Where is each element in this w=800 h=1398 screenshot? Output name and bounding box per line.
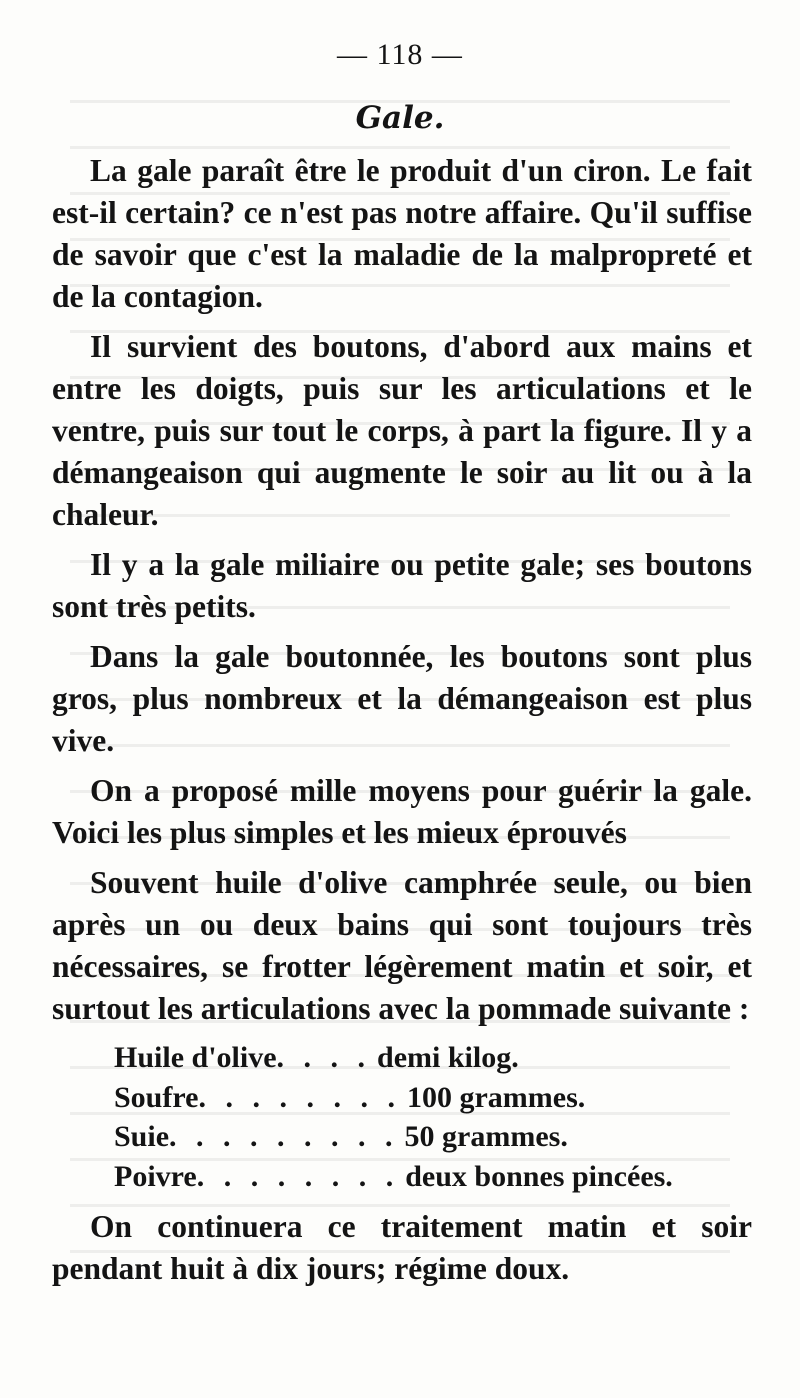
ingredient-quantity: deux bonnes pincées. — [405, 1159, 673, 1193]
recipe-row — [114, 1078, 752, 1118]
ingredient-name: Huile d'olive — [114, 1041, 277, 1074]
paragraph: Dans la gale boutonnée, les boutons sont plus gros, plus nombreux et la démangeaison est plus vive. — [52, 639, 752, 758]
recipe-row — [114, 1117, 752, 1157]
recipe-row — [114, 1038, 752, 1078]
paragraph: Il y a la gale miliaire ou petite gale; ses boutons sont très petits. — [52, 547, 752, 624]
ingredient-name: Soufre — [114, 1080, 199, 1114]
recipe-row — [114, 1157, 752, 1197]
closing-paragraph: On continuera ce traitement matin et soir pendant huit à dix jours; régime doux. — [52, 1209, 752, 1286]
ingredient-name: Suie — [114, 1120, 170, 1153]
leader-dots: . . . . — [276, 1041, 372, 1074]
page-number: — 118 — — [337, 38, 463, 71]
ingredient-name: Poivre — [114, 1159, 197, 1193]
ingredient-quantity: demi kilog. — [377, 1041, 519, 1074]
paragraph: On a proposé mille moyens pour guérir la gale. Voici les plus simples et les mieux éprouvés — [52, 773, 752, 850]
paragraph: Il survient des boutons, d'abord aux mains et entre les doigts, puis sur les articulations et le ventre, puis sur tout le corps, à part la figure. Il y a démangeaison qui augmente le soir au lit ou à la chaleur. — [52, 329, 752, 532]
leader-dots: . . . . . . . . — [198, 1080, 401, 1114]
leader-dots: . . . . . . . . . — [169, 1120, 399, 1153]
paragraph: Souvent huile d'olive camphrée seule, ou bien après un ou deux bains qui sont toujours très nécessaires, se frotter légèrement matin et soir, et surtout les articulations avec la pommade suivante : — [52, 865, 752, 1026]
leader-dots: . . . . . . . . — [196, 1159, 400, 1193]
paragraph: La gale paraît être le produit d'un ciron. Le fait est-il certain? ce n'est pas notre affaire. Qu'il suffise de savoir que c'est la maladie de la malpropreté et de la contagion. — [52, 153, 752, 314]
body-text — [52, 150, 752, 1298]
ingredient-quantity: 50 grammes. — [404, 1120, 568, 1153]
recipe-list — [52, 1038, 752, 1196]
section-heading: Gale. — [355, 100, 445, 136]
ingredient-quantity: 100 grammes. — [406, 1080, 586, 1114]
